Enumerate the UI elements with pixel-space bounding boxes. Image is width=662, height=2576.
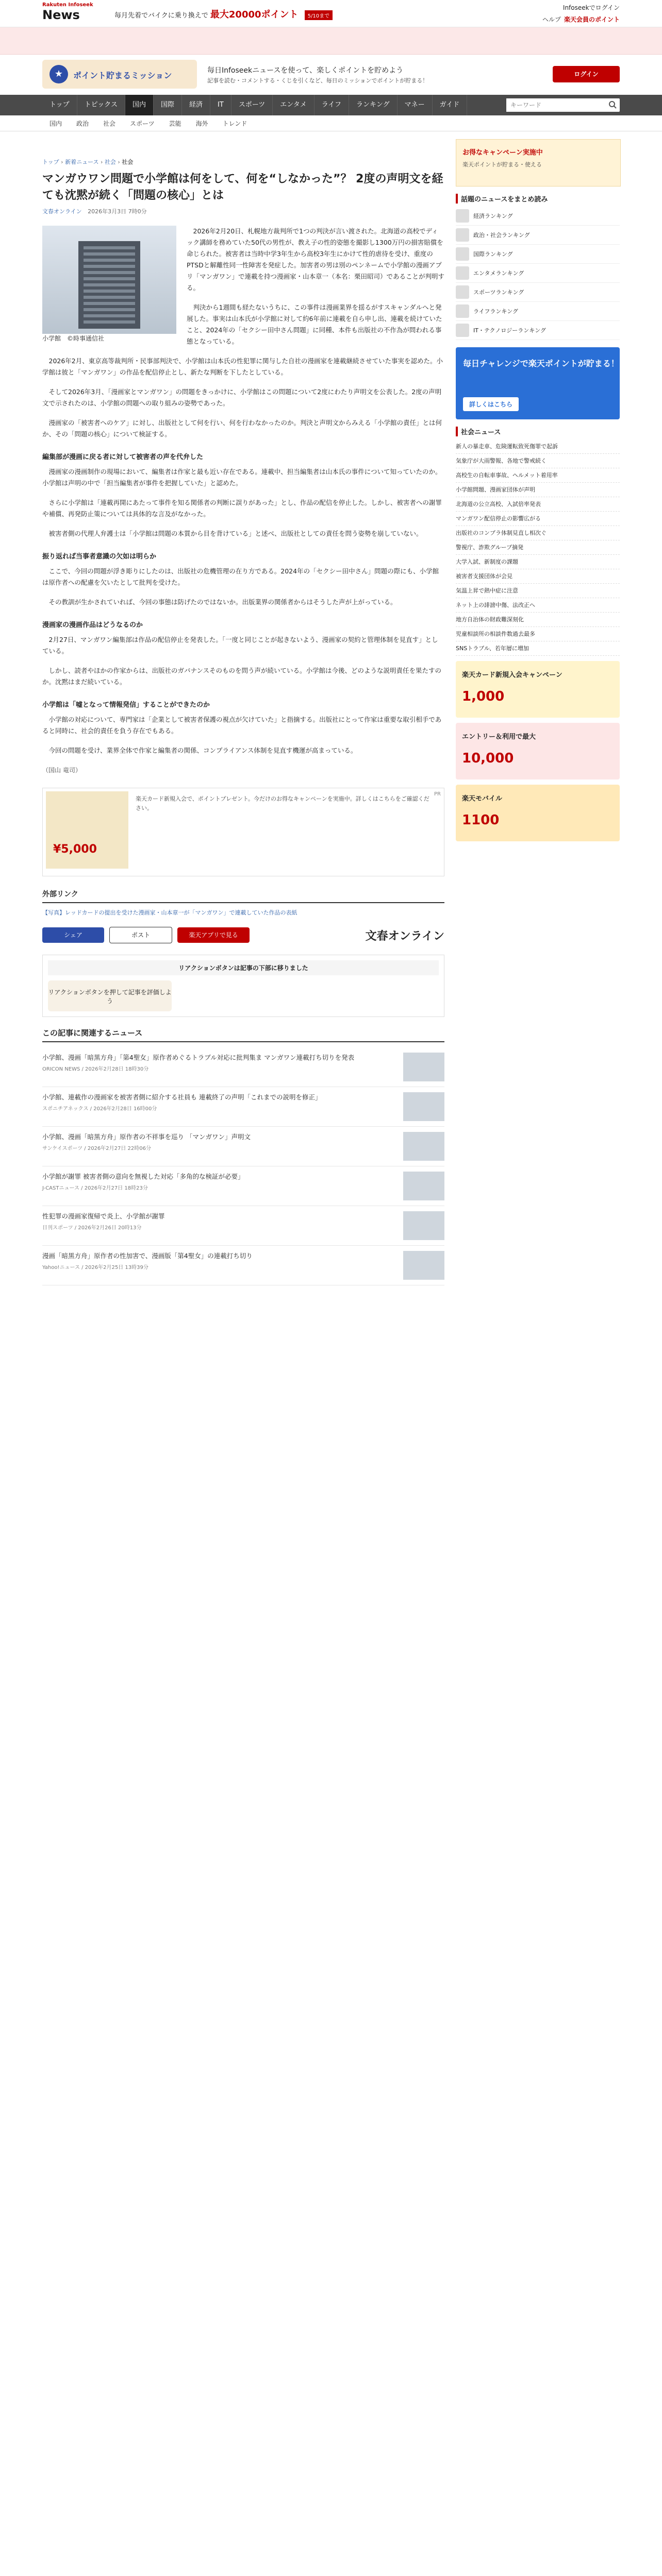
header-account: [539, 3, 620, 24]
promo-card-title: 楽天カード新規入会キャンペーン: [462, 671, 562, 679]
mission-badge[interactable]: [42, 60, 197, 89]
nav-item-entertainment[interactable]: エンタメ: [273, 95, 314, 115]
external-links-title: 外部リンク: [42, 889, 444, 903]
subnav-item[interactable]: 社会: [103, 120, 116, 127]
ranking-title: 話題のニュースをまとめ読み: [456, 194, 620, 204]
nav-item-ranking[interactable]: ランキング: [349, 95, 398, 115]
nav-item-life[interactable]: ライフ: [315, 95, 349, 115]
ranking-item[interactable]: エンタメランキング: [456, 264, 620, 283]
mission-bar: [0, 55, 662, 95]
photo-caption: 小学館 ©時事通信社: [42, 335, 105, 342]
category-icon: [456, 304, 469, 318]
promo-card-amount: 10,000: [462, 751, 514, 766]
sidebar-promo-card[interactable]: [456, 785, 620, 841]
section-heading: 漫画家の漫画作品はどうなるのか: [42, 621, 143, 629]
paragraph: 被害者側の代理人弁護士は「小学館は問題の本質から目を背けている」と述べ、出版社としての責任を問う姿勢を崩していない。: [48, 530, 423, 537]
mission-subtext: 記事を読む・コメントする・くじを引くなど、毎日のミッションでポイントが貯まる！: [207, 77, 428, 84]
paragraph: ここで、今回の問題が浮き彫りにしたのは、出版社の危機管理の在り方である。2024年の「セクシー田中さん」問題の際にも、小学館は原作者への配慮を欠いたとして批判を受けた。: [42, 567, 439, 586]
header-promo[interactable]: [114, 7, 333, 21]
related-source: スポニチアネックス / 2026年2月28日 16時00分: [42, 1106, 157, 1112]
login-button[interactable]: ログイン: [553, 66, 620, 82]
news-title: 社会ニュース: [456, 427, 620, 436]
sidebar-news-item[interactable]: 小学館問題、漫画家団体が声明: [456, 483, 620, 497]
nav-item-domestic[interactable]: 国内: [125, 95, 154, 115]
sidebar-news-item[interactable]: 児童相談所の相談件数過去最多: [456, 627, 620, 641]
subnav-item[interactable]: 政治: [76, 120, 89, 127]
related-item[interactable]: [42, 1246, 444, 1285]
sidebar-news-item[interactable]: 大学入試、新制度の課題: [456, 555, 620, 569]
article-photo[interactable]: [42, 226, 176, 343]
related-heading: この記事に関連するニュース: [42, 1027, 444, 1042]
article-date: 2026年3月3日 7時0分: [88, 208, 147, 215]
subnav-item[interactable]: 国内: [49, 120, 62, 127]
related-thumbnail: [403, 1211, 444, 1240]
breadcrumb-home[interactable]: トップ: [42, 159, 59, 165]
paragraph: その教訓が生かされていれば、今回の事態は防げたのではないか。出版業界の関係者からはそうした声が上がっている。: [48, 598, 397, 606]
nav-item-world[interactable]: 国際: [154, 95, 182, 115]
section-heading: 小学館は「嘘となって情報発信」することができたのか: [42, 701, 210, 709]
article-author: （国山 竜司）: [42, 767, 81, 774]
related-source: 日刊スポーツ / 2026年2月26日 20時13分: [42, 1225, 142, 1231]
breadcrumb-cat1[interactable]: 新着ニュース: [65, 159, 99, 165]
campaign-title: 毎日チャレンジで楽天ポイントが貯まる！: [463, 359, 619, 368]
sidebar-news-item[interactable]: 新人の暴走車、危険運転致死傷罪で起訴: [456, 439, 620, 454]
ad-image: [46, 791, 128, 869]
related-item[interactable]: [42, 1047, 444, 1087]
nav-item-sports[interactable]: スポーツ: [231, 95, 273, 115]
ranking-item[interactable]: 国際ランキング: [456, 245, 620, 264]
paragraph: 小学館の対応について、専門家は「企業として被害者保護の視点が欠けていた」と指摘する。出版社にとって作家は重要な取引相手であると同時に、社会的責任を負う存在でもある。: [42, 716, 442, 735]
search-icon[interactable]: [608, 100, 617, 109]
related-thumbnail: [403, 1053, 444, 1081]
nav-item-guide[interactable]: ガイド: [433, 95, 468, 115]
subnav-item[interactable]: 芸能: [169, 120, 181, 127]
sidebar-ad[interactable]: [456, 139, 621, 187]
ranking-item[interactable]: IT・テクノロジーランキング: [456, 321, 620, 340]
promo-card-amount: 1,000: [462, 689, 505, 704]
related-news: [42, 1027, 444, 1285]
sidebar: [456, 139, 620, 841]
article-source[interactable]: 文春オンライン: [42, 208, 82, 215]
publisher-logo[interactable]: 文春オンライン: [365, 929, 444, 943]
paragraph: 判決から1週間も経たないうちに、この事件は漫画業界を揺るがすスキャンダルへと発展した。事実は山本氏が小学館に対して約6年前に連載を自ら申し出、連載を続けていたこと、2024年の「セクシー田中さん問題」に同種、本件も出版社の不作為が問われる事態となっている。: [187, 303, 442, 345]
header-banner: [0, 27, 662, 55]
in-article-ad[interactable]: [42, 788, 444, 876]
nav-item-economy[interactable]: 経済: [182, 95, 210, 115]
breadcrumb: トップ › 新着ニュース › 社会 › 社会: [42, 159, 134, 165]
facebook-share-button[interactable]: シェア: [42, 927, 104, 943]
ad-label: PR: [434, 791, 441, 797]
ad-text: 楽天カード新規入会で、ポイントプレゼント。今だけのお得なキャンペーンを実施中。詳しくはこちらをご確認ください。: [136, 795, 429, 811]
category-icon: [456, 228, 469, 242]
sidebar-news-item[interactable]: 警視庁、詐欺グループ摘発: [456, 540, 620, 555]
sidebar-news-item[interactable]: SNSトラブル、若年層に増加: [456, 641, 620, 656]
category-icon: [456, 266, 469, 280]
article-column: [42, 152, 444, 1285]
section-heading: 振り返れば当事者意識の欠如は明らか: [42, 553, 157, 561]
sub-nav: [0, 115, 662, 131]
section-heading: 編集部が漫画に戻る者に対して被害者の声を代弁した: [42, 453, 204, 461]
related-thumbnail: [403, 1132, 444, 1161]
related-source: Yahoo!ニュース / 2026年2月25日 13時39分: [42, 1265, 148, 1270]
app-button[interactable]: 楽天アプリで見る: [177, 927, 250, 943]
article-meta: [42, 207, 444, 215]
ad-amount: ¥5,000: [53, 843, 97, 856]
reaction-heading: リアクションボタンは記事の下部に移りました: [48, 960, 439, 975]
mission-text: 毎日Infoseekニュースを使って、楽しくポイントを貯めよう: [207, 66, 404, 75]
paragraph: さらに小学館は「連載再開にあたって事件を知る関係者の判断に誤りがあった」とし、作品の配信を停止した。しかし、被害者への謝罪や補償、再発防止策については具体的な言及がなかった。: [42, 499, 442, 518]
breadcrumb-cat2[interactable]: 社会: [104, 159, 116, 165]
search-input[interactable]: [506, 98, 607, 112]
sidebar-promo-card[interactable]: [456, 661, 620, 718]
sidebar-promo-card[interactable]: [456, 723, 620, 779]
sidebar-news-item[interactable]: 出版社のコンプラ体制見直し相次ぐ: [456, 526, 620, 540]
star-icon: ★: [49, 65, 68, 83]
campaign-button[interactable]: 詳しくはこちら: [463, 397, 519, 411]
category-icon: [456, 285, 469, 299]
sidebar-news-item[interactable]: 北海道の公立高校、入試倍率発表: [456, 497, 620, 512]
site-logo[interactable]: [42, 2, 104, 25]
sidebar-news-item[interactable]: 気象庁が大雨警報、各地で警戒続く: [456, 454, 620, 468]
logo-line1: Rakuten Infoseek: [42, 2, 93, 8]
x-share-button[interactable]: ポスト: [109, 927, 172, 943]
building-photo: [42, 226, 176, 334]
top-bar: [0, 0, 662, 27]
ranking-item[interactable]: ライフランキング: [456, 302, 620, 321]
related-title: 漫画「暗黒方舟」原作者の性加害で、漫画版「第4聖女」の連載打ち切り: [42, 1252, 253, 1260]
main-nav: [0, 95, 662, 115]
search-box: [506, 98, 620, 112]
header-login-link[interactable]: Infoseekでログイン: [562, 4, 620, 11]
promo-highlight: 最大20000ポイント: [210, 9, 299, 20]
ranking-item[interactable]: 経済ランキング: [456, 207, 620, 226]
mission-badge-label: ポイント貯まるミッション: [73, 71, 172, 80]
paragraph: 漫画家の「被害者へのケア」に対し、出版社として何を行い、何を行わなかったのか。判決と声明文からみえる「小学館の責任」とは何か、その「問題の核心」について検証する。: [42, 419, 442, 438]
related-item[interactable]: [42, 1166, 444, 1206]
paragraph: そして2026年3月、「漫画家とマンガワン」の問題をきっかけに、小学館はこの問題について2度にわたり声明文を公表した。2度の声明文で示されたのは、小学館の問題への取り組みの姿勢であった。: [42, 388, 442, 407]
sidebar-ad-sub: 楽天ポイントが貯まる・使える: [462, 161, 542, 168]
paragraph: 今回の問題を受け、業界全体で作家と編集者の関係、コンプライアンス体制を見直す機運が高まっている。: [48, 747, 357, 754]
related-title: 性犯罪の漫画家復帰で炎上、小学館が謝罪: [42, 1212, 165, 1220]
mission-description: [207, 65, 428, 84]
promo-card-title: エントリー＆利用で最大: [462, 733, 536, 741]
external-link[interactable]: 【写真】レッドカードの提出を受けた漫画家・山本章一が「マンガワン」で連載していた作品の表紙: [42, 909, 297, 916]
daily-challenge-banner[interactable]: [456, 347, 620, 419]
nav-item-it[interactable]: IT: [210, 95, 231, 115]
ranking-item[interactable]: 政治・社会ランキング: [456, 226, 620, 245]
share-bar: [42, 927, 444, 943]
paragraph: しかし、読者やほかの作家からは、出版社のガバナンスそのものを問う声が続いている。小学館は今後、どのような説明責任を果たすのか。沈黙はまだ続いている。: [42, 667, 442, 686]
related-thumbnail: [403, 1251, 444, 1280]
related-title: 小学館、漫画「暗黒方舟」原作者の不祥事を巡り 「マンガワン」声明文: [42, 1133, 251, 1141]
category-icon: [456, 247, 469, 261]
promo-card-amount: 1100: [462, 812, 500, 828]
category-icon: [456, 209, 469, 223]
sidebar-news-item[interactable]: 地方自治体の財政難深刻化: [456, 613, 620, 627]
sidebar-news-item[interactable]: 気温上昇で熱中症に注意: [456, 584, 620, 598]
category-icon: [456, 324, 469, 337]
related-title: 小学館が謝罪 被害者側の意向を無視した対応「多角的な検証が必要」: [42, 1173, 244, 1180]
subnav-item[interactable]: トレンド: [222, 120, 247, 127]
reaction-section: [42, 955, 444, 1017]
subnav-item[interactable]: スポーツ: [130, 120, 155, 127]
related-source: ORICON NEWS / 2026年2月28日 18時30分: [42, 1066, 149, 1072]
article-body: [42, 226, 444, 756]
related-title: 小学館、漫画「暗黒方舟」「第4聖女」原作者めぐるトラブル対応に批判集ま マンガワン連載打ち切りを発表: [42, 1054, 355, 1061]
related-item[interactable]: [42, 1206, 444, 1246]
sidebar-news-item[interactable]: 高校生の自転車事故、ヘルメット着用率: [456, 468, 620, 483]
article-title: マンガウワン問題で小学館は何をして、何を“しなかった”？ 2度の声明文を経ても沈黙が続く「問題の核心」とは: [42, 173, 443, 202]
promo-tag: 5/10まで: [305, 10, 333, 20]
sidebar-news-item[interactable]: マンガワン配信停止の影響広がる: [456, 512, 620, 526]
logo-line2: News: [42, 8, 80, 22]
related-thumbnail: [403, 1172, 444, 1200]
points-link[interactable]: 楽天会員のポイント: [564, 16, 620, 23]
sidebar-news-item[interactable]: ネット上の誹謗中傷、法改正へ: [456, 598, 620, 613]
nav-item-top[interactable]: トップ: [42, 95, 77, 115]
help-link[interactable]: ヘルプ: [542, 16, 561, 23]
related-item[interactable]: [42, 1127, 444, 1166]
related-source: サンケイスポーツ / 2026年2月27日 22時06分: [42, 1146, 151, 1151]
breadcrumb-current: 社会: [122, 159, 134, 165]
related-source: J-CASTニュース / 2026年2月27日 18時23分: [42, 1185, 148, 1191]
promo-card-title: 楽天モバイル: [462, 795, 503, 803]
subnav-item[interactable]: 海外: [195, 120, 208, 127]
reaction-button[interactable]: リアクションボタンを押して記事を評価しよう: [48, 980, 172, 1011]
paragraph: 2026年2月、東京高等裁判所・民事部判決で、小学館は山本氏の性犯罪に関与した自社の漫画家を連載継続させていた事実を認めた。小学館は彼と「マンガワン」の作品を配信停止とし、新たな判断を下したとしている。: [42, 357, 443, 376]
related-thumbnail: [403, 1092, 444, 1121]
nav-item-topics[interactable]: トピックス: [77, 95, 125, 115]
sidebar-news-item[interactable]: 被害者支援団体が会見: [456, 569, 620, 584]
sidebar-ad-title: お得なキャンペーン実施中: [462, 149, 543, 157]
ranking-item[interactable]: スポーツランキング: [456, 283, 620, 302]
paragraph: 2月27日、マンガワン編集部は作品の配信停止を発表した。「一度と同じことが起きないよう、漫画家の契約と管理体制を見直す」としている。: [42, 636, 438, 655]
paragraph: 2026年2月20日、札幌地方裁判所で1つの判決が言い渡された。北海道の高校でディック講師を務めていた50代の男性が、教え子の性的姿態を撮影し1300万円の損害賠償を命じられた。被害者は当時中学3年生から高校3年生にかけて性的虐待を受け、重度のPTSDと解離性同一性障害を発症した。加害者の男は別のペンネームで小学館の漫画アプリ「マンガワン」で連載を持つ漫画家・山本章一（本名：栗田昭司）であることが判明する。: [187, 227, 445, 292]
related-item[interactable]: [42, 1087, 444, 1127]
related-title: 小学館、連載作の漫画家を被害者側に紹介する社員も 連載終了の声明「これまでの説明を修正」: [42, 1093, 322, 1101]
paragraph: 漫画家の漫画制作の現場において、編集者は作家と最も近い存在である。連載中、担当編集者は山本氏の事件について知っていたのか。小学館は声明の中で「担当編集者が事件を把握していた」と認めた。: [42, 468, 442, 487]
nav-item-money[interactable]: マネー: [398, 95, 433, 115]
promo-text: 毎月先着でバイクに乗り換えで: [114, 12, 208, 20]
